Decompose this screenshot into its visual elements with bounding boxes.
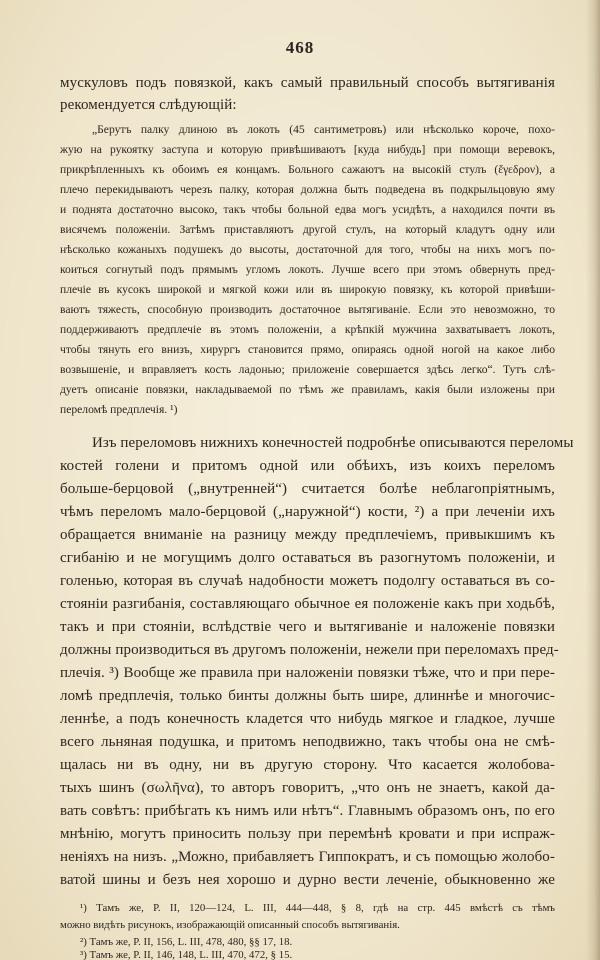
quote-line: дуетъ описаніе повязки, накладываемой по тѣмъ же правиламъ, какія были изложены при [60, 383, 555, 396]
paragraph-line: ломѣ предплечія, только бинты должны быть шире, длиннѣе и многочис- [60, 688, 555, 704]
paragraph-line: стояніи разгибанія, составляющаго обычное ея положеніе какъ при ходьбѣ, [60, 596, 555, 612]
paragraph-line: неніяхъ на низъ. „Можно, прибавляетъ Гиппократъ, и съ помощью жолобо- [60, 849, 555, 865]
footnote-line: можно видѣть рисунокъ, изображающій описанный способъ вытягиванія. [60, 919, 400, 931]
quote-line: нѣсколько кожаныхъ подушекъ до высоты, достаточной для того, чтобы на нихъ могъ по- [60, 243, 555, 256]
quote-line: плечіе въ кусокъ широкой и мягкой кожи или въ широкую повязку, къ которой привѣши- [60, 283, 555, 296]
page-number: 468 [285, 38, 315, 57]
quote-line: „Берутъ палку длиною въ локоть (45 сантиметровъ) или нѣсколько короче, похо- [92, 123, 555, 136]
quote-line: возвышеніе, и вправляетъ кость ладонью; приложеніе совершается здѣсь легко“. Тутъ слѣ- [60, 363, 555, 376]
footnote-line: ³) Тамъ же, P. II, 146, 148, L. III, 470, 472, § 15. [80, 950, 293, 960]
paragraph-line: тыхъ шинъ (σωλῆνα), то авторъ говоритъ, „что онъ не знаетъ, какой да- [60, 780, 555, 796]
quote-line: коиться согнутый подъ прямымъ угломъ локоть. Лучше всего при этомъ обвернуть пред- [60, 263, 555, 276]
paragraph-line: голенью, которая въ случаѣ надобности можетъ подолгу оставаться въ со- [60, 573, 555, 589]
paragraph-line: всего льняная подушка, и притомъ неподвижно, такъ чтобы она не смѣ- [60, 734, 555, 750]
paragraph-line: плечія. ³) Вообще же правила при наложеніи повязки тѣже, что и при пере- [60, 665, 555, 681]
intro-line: рекомендуется слѣдующій: [60, 97, 237, 113]
quote-line: поддерживаютъ предплечіе въ этомъ положеніи, а крѣпкій мужчина захватываетъ локоть, [60, 323, 555, 336]
page-edge-shadow [586, 0, 600, 960]
intro-line: мускуловъ подъ повязкой, какъ самый правильный способъ вытягиванія [60, 75, 555, 91]
paragraph-line: леннѣе, а подъ конечность кладется что нибудь мягкое и гладкое, лучше [60, 711, 555, 727]
paragraph-line: больше-берцовой („внутренней“) считается болѣе неблагопріятнымъ, [60, 481, 555, 497]
quote-line: прикрѣпленныхъ къ обоимъ ея концамъ. Больного сажаютъ на высокій стулъ (ἕγεδρον), а [60, 163, 555, 176]
quote-line: и поднята достаточно высоко, такъ чтобы больной едва могъ усидѣть, а находился почти въ [60, 203, 555, 216]
paragraph-line: Изъ переломовъ нижнихъ конечностей подробнѣе описываются переломы [92, 435, 574, 451]
quote-line: жую на рукоятку заступа и которую привѣшиваютъ [куда нибудь] при помощи веревокъ, [60, 143, 555, 156]
paragraph-line: такъ и при стояніи, вслѣдствіе чего и вытягиваніе и наложеніе повязки [60, 619, 555, 635]
quote-line: плечо перекидываютъ черезъ палку, которая должна быть подведена въ подкрыльцовую яму [60, 183, 555, 196]
paragraph-line: мнѣнію, могутъ приносить пользу при перемѣнѣ кровати и при испраж- [60, 826, 555, 842]
paragraph-line: обращается вниманіе на разницу между предплечіемъ, привыкшимъ къ [60, 527, 555, 543]
paragraph-line: щалась ни въ одну, ни въ другую сторону. Что касается жолобова- [60, 757, 555, 773]
paragraph-line: должны производиться въ другомъ положеніи, нежели при переломахъ пред- [60, 642, 559, 658]
quote-line: чтобы тянуть его внизъ, хирургъ становится прямо, опираясь одной ногой на какое либо [60, 343, 555, 356]
paragraph-line: сгибанію и не могущимъ долго оставаться въ разогнутомъ положеніи, и [60, 550, 555, 566]
quote-line: висячемъ положеніи. Затѣмъ приставляютъ другой стулъ, на который кладутъ одну или [60, 223, 555, 236]
paragraph-line: ватой шины и безъ нея хорошо и дурно вести леченіе, обыкновенно же [60, 872, 555, 888]
quote-line: переломѣ предплечія. ¹) [60, 403, 178, 416]
paragraph-line: вать совѣтъ: прибѣгать къ нимъ или нѣтъ“. Главнымъ образомъ онъ, по его [60, 803, 555, 819]
quote-line: ваютъ тяжесть, способную производить достаточное вытягиваніе. Если это невозможно, то [60, 303, 555, 316]
footnote-line: ²) Тамъ же, P. II, 156, L. III, 478, 480, §§ 17, 18. [80, 936, 293, 948]
footnote-line: ¹) Тамъ же, P. II, 120—124, L. III, 444—448, § 8, гдѣ на стр. 445 вмѣстѣ съ тѣмъ [80, 902, 555, 914]
paragraph-line: костей голени и притомъ одной или обѣихъ, изъ коихъ переломъ [60, 458, 555, 474]
paragraph-line: чѣмъ переломъ мало-берцовой („наружной“) кости, ²) а при леченіи ихъ [60, 504, 555, 520]
